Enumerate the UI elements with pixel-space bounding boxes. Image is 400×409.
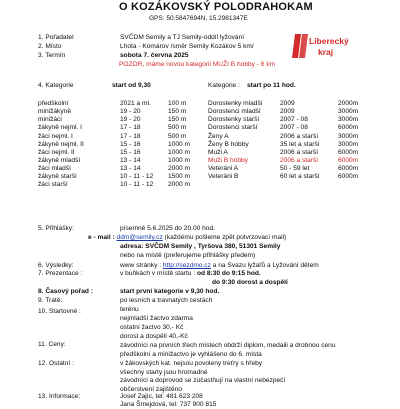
category-year: 50 - 59 let <box>280 165 310 173</box>
category-distance: 6000m <box>338 148 359 156</box>
category-distance: 2000m <box>338 100 359 107</box>
other-line4: občerstvení zajištěno <box>120 386 182 393</box>
category-name: žáci nejml. I <box>38 132 73 140</box>
category-distance: 6000m <box>338 156 359 164</box>
presentation-line2: do 9:30 dorost a dospělí <box>212 279 288 286</box>
category-year: 10 - 11 - 12 <box>120 181 154 189</box>
other-label: 12. Ostatní : <box>38 360 74 367</box>
schedule-value: start první kategorie v 9,30 hod. <box>120 288 220 295</box>
category-name: žákyně nejml. II <box>38 140 84 148</box>
category-distance: 3000m <box>338 116 359 124</box>
notice-text: POZOR, máme novou kategorii MUŽI B hobby - 6 km <box>119 61 276 68</box>
gps-coordinates: GPS: 50.5847694N, 15.2981347E <box>149 15 248 22</box>
category-name: předškolní <box>38 100 69 107</box>
category-distance: 1500 m <box>168 173 190 181</box>
category-name: Dorostenci mladší <box>208 108 261 116</box>
results-row <box>120 262 319 270</box>
category-distance: 500 m <box>168 124 187 132</box>
category-year: 35 let a starší <box>280 140 320 148</box>
category-distance: 6000m <box>338 173 359 181</box>
category-name: Ženy B hobby <box>208 140 249 148</box>
other-line2: všechny starty jsou hromadné <box>120 369 208 376</box>
category-year: 2007 - 08 <box>280 116 308 124</box>
results-label: 6. Výsledky: <box>38 262 74 269</box>
presentation-line1: v buňkách v místě startu : <box>120 270 196 277</box>
category-distance: 3000m <box>338 140 359 148</box>
category-year: 2009 <box>280 108 295 116</box>
category-year: 2006 a starší <box>280 132 319 140</box>
category-name: minižákyně <box>38 108 71 116</box>
course-line1: po lesních a travnatých cestách <box>120 297 213 304</box>
category-distance: 2000 m <box>168 165 190 173</box>
presentation-line1b: od 8:30 do 9:15 hod. <box>196 270 261 277</box>
start-b: start po 11 hod. <box>247 82 296 89</box>
presentation-row1 <box>120 270 261 278</box>
liberecky-kraj-logo <box>292 32 352 60</box>
left-category-names <box>38 100 84 190</box>
prizes-line1: závodníci na prvních třech místech obdrží diplom, medaili a drobnou cenu <box>120 342 336 349</box>
category-name: Dorostenky mladší <box>208 100 263 107</box>
organizer-value: SVČDM Semily a TJ Semily-oddíl lyžování <box>120 34 245 41</box>
category-year: 2006 a starší <box>280 148 319 156</box>
category-name: Muži B hobby <box>208 156 248 164</box>
date-label: 3. Termín <box>38 52 66 59</box>
entries-line1: písemně 5.6.2025 do 20.00 hod. <box>120 225 215 232</box>
results-text-pre: www stránky : <box>120 262 162 269</box>
fee-line1: nejmladší žactvo zdarma <box>120 315 193 322</box>
email-note: (každému pošleme zpět potvrzovací mail) <box>164 234 287 241</box>
right-category-years <box>280 100 320 181</box>
logo-line-2: kraj <box>318 47 334 57</box>
logo-line-1: Liberecký <box>309 36 349 46</box>
category-year: 2021 a ml. <box>120 100 151 107</box>
category-name: žáci starší <box>38 181 68 189</box>
category-year: 15 - 16 <box>120 148 141 156</box>
prizes-label: 11. Ceny: <box>38 341 66 348</box>
left-category-years <box>120 100 153 190</box>
category-distance: 100 m <box>168 100 187 107</box>
contact-line1: Josef Zajíc, tel: 481 623 208 <box>120 393 203 400</box>
category-name: žákyně nejml. I <box>38 124 82 132</box>
category-distance: 500 m <box>168 132 187 140</box>
category-distance: 150 m <box>168 116 187 124</box>
results-link[interactable]: http://sezdmo.cz <box>162 262 211 269</box>
contact-line2: Jana Šmejdová, tel: 737 900 815 <box>120 401 217 408</box>
category-name: minižáci <box>38 116 62 124</box>
category-year: 17 - 18 <box>120 132 141 140</box>
category-name: žáci nejml. II <box>38 148 75 156</box>
category-year: 60 let a starší <box>280 173 320 181</box>
email-link[interactable]: ddm@semily.cz <box>116 234 163 241</box>
entries-address: adresa: SVČDM Semily , Tyršova 380, 51301 Semily <box>120 243 281 250</box>
category-distance: 1000 m <box>168 156 190 164</box>
organizer-label: 1. Pořadatel <box>38 34 74 41</box>
right-category-names <box>208 100 263 181</box>
category-year: 17 - 18 <box>120 124 141 132</box>
categories-label: 4. Kategorie <box>38 82 74 89</box>
start-a: start od 9,30 <box>112 82 151 89</box>
category-distance: 1000 m <box>168 140 190 148</box>
category-year: 2009 <box>280 100 295 107</box>
category-name: Muži A <box>208 148 228 156</box>
schedule-label: 8. Časový pořad : <box>38 288 93 295</box>
category-name: Veteráni A <box>208 165 239 173</box>
entries-line4: nebo na místě (preferujeme přihlášky předem) <box>120 252 256 259</box>
category-name: žákyně starší <box>38 173 77 181</box>
category-name: Dorostenky starší <box>208 116 260 124</box>
category-name: žákyně mladší <box>38 156 81 164</box>
fee-label: 10. Startovné : <box>38 308 81 315</box>
course-line2: terénu <box>120 306 139 313</box>
entries-email-row <box>88 234 286 242</box>
category-distance: 1000 m <box>168 148 190 156</box>
logo-mark-icon <box>292 32 352 60</box>
category-name: Dorostenci starší <box>208 124 258 132</box>
results-text-post: a na Svazu lyžařů a Lyžování dětem <box>212 262 319 269</box>
category-year: 10 - 11 - 12 <box>120 173 154 181</box>
category-distance: 6000m <box>338 124 359 132</box>
category-year: 2006 a starší <box>280 156 319 164</box>
entries-label: 5. Přihlášky: <box>38 225 74 232</box>
category-distance: 150 m <box>168 108 187 116</box>
category-year: 13 - 14 <box>120 156 141 164</box>
right-category-distances <box>338 100 358 181</box>
category-distance: 6000m <box>338 165 359 173</box>
fee-line3: dorost a dospělí 40,-Kč <box>120 333 188 340</box>
course-label: 9. Tratě: <box>38 297 63 304</box>
category-year: 19 - 20 <box>120 116 141 124</box>
category-distance: 3000m <box>338 108 359 116</box>
other-line3: závodníci a doprovod se zúčastňují na vlastní nebezpečí <box>120 377 286 384</box>
other-line1: v žákovských kat. nejsou povoleny treťry s hřeby <box>120 360 263 367</box>
fee-line2: ostatní žactvo 30,- Kč <box>120 324 184 331</box>
category-year: 2007 - 08 <box>280 124 308 132</box>
category-distance: 3000m <box>338 132 359 140</box>
category-name: Ženy A <box>208 132 229 140</box>
date-value: sobota 7. června 2025 <box>120 52 189 59</box>
left-category-distances <box>168 100 190 190</box>
category-name: Veteráni B <box>208 173 239 181</box>
presentation-label: 7. Prezentace : <box>38 270 83 277</box>
start-b-label: Kategorie : <box>208 82 240 89</box>
category-year: 15 - 16 <box>120 140 141 148</box>
category-year: 19 - 20 <box>120 108 141 116</box>
place-value: Lhota - Komárov /směr Semily Kozákov 5 km/ <box>120 43 254 50</box>
page-title: O KOZÁKOVSKÝ POLODRAHOKAM <box>119 1 313 13</box>
prizes-line2: předškolní a minižactvo je vyhlášeno do 6. místa <box>120 351 262 358</box>
category-distance: 2000 m <box>168 181 190 189</box>
contact-label: 13. Informace: <box>38 393 81 400</box>
place-label: 2. Místo <box>38 43 62 50</box>
category-name: žáci mladší <box>38 165 71 173</box>
email-label: e - mail : <box>88 234 115 241</box>
category-year: 13 - 14 <box>120 165 141 173</box>
